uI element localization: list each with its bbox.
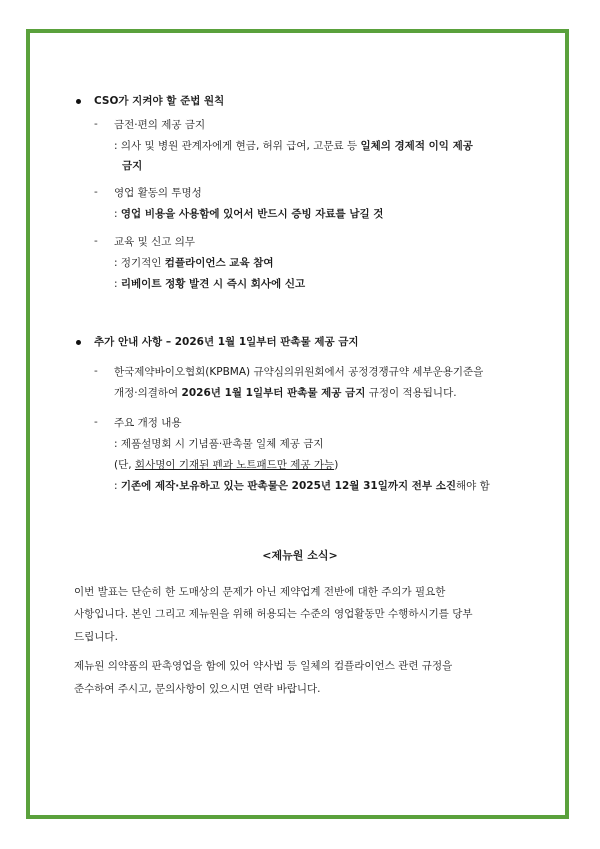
item-detail: : 영업 비용을 사용함에 있어서 반드시 증빙 자료를 남길 것 [114,208,384,220]
news-paragraph-line: 준수하여 주시고, 문의사항이 있으시면 연락 바랍니다. [74,683,321,695]
section1-title: CSO가 지켜야 할 준법 원칙 [94,95,225,107]
list-dash: - [94,118,98,130]
item-heading: 금전·편의 제공 금지 [114,119,206,131]
news-paragraph-line: 드립니다. [74,631,118,643]
list-dash: - [94,235,98,247]
item-detail: : 기존에 제작·보유하고 있는 판촉물은 2025년 12월 31일까지 전부 소진해야 함 [114,480,490,492]
section2-title: 추가 안내 사항 – 2026년 1월 1일부터 판촉물 제공 금지 [94,336,359,348]
item-detail: 한국제약바이오협회(KPBMA) 규약심의위원회에서 공정경쟁규약 세부운용기준을 [114,366,484,378]
news-title: <제뉴원 소식> [262,549,338,562]
section-bullet [76,99,81,104]
news-paragraph-line: 사항입니다. 본인 그리고 제뉴원을 위해 허용되는 수준의 영업활동만 수행하시기를 당부 [74,608,473,620]
item-heading: 주요 개정 내용 [114,417,182,429]
list-dash: - [94,365,98,377]
item-detail: : 정기적인 컴플라이언스 교육 참여 [114,257,274,269]
news-paragraph-line: 이번 발표는 단순히 한 도매상의 문제가 아닌 제약업계 전반에 대한 주의가 필요한 [74,586,446,598]
news-paragraph-line: 제뉴원 의약품의 판촉영업을 함에 있어 약사법 등 일체의 컴플라이언스 관련 규정을 [74,660,453,672]
item-detail: 금지 [122,160,143,172]
item-detail: : 의사 및 병원 관계자에게 현금, 허위 급여, 고문료 등 일체의 경제적 이익 제공 [114,140,473,152]
item-heading: 영업 활동의 투명성 [114,187,202,199]
item-heading: 교육 및 신고 의무 [114,236,196,248]
list-dash: - [94,186,98,198]
item-detail: : 제품설명회 시 기념품·판촉물 일체 제공 금지 [114,438,324,450]
item-detail: : 리베이트 정황 발견 시 즉시 회사에 신고 [114,278,306,290]
section-bullet [76,340,81,345]
item-detail: (단, 회사명이 기재된 펜과 노트패드만 제공 가능) [114,459,339,471]
item-detail: 개정·의결하여 2026년 1월 1일부터 판촉물 제공 금지 규정이 적용됩니다. [114,387,457,399]
list-dash: - [94,416,98,428]
